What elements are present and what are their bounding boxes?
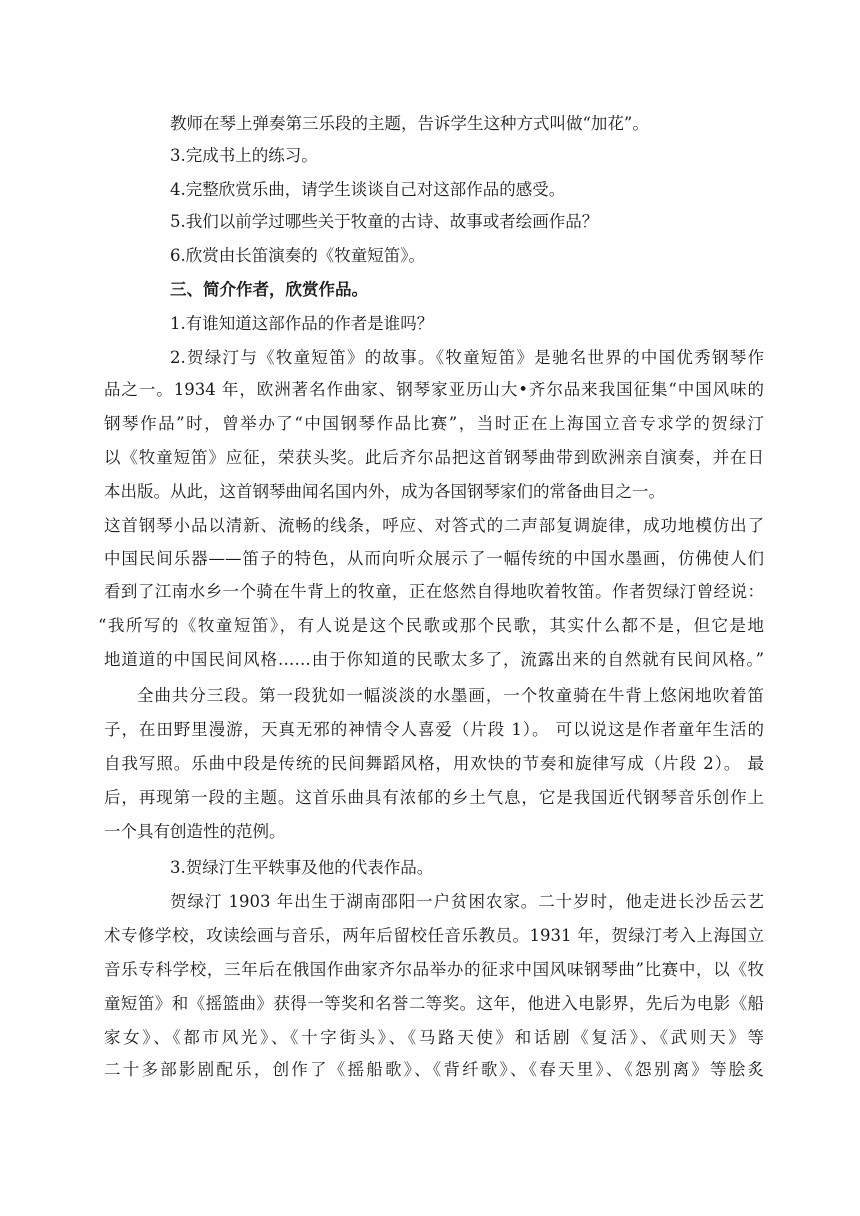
text-line-15: 看到了江南水乡一个骑在牛背上的牧童，正在悠然自得地吹着牧笛。作者贺绿汀曾经说：: [104, 582, 764, 601]
text-line-26: 音乐专科学校，三年后在俄国作曲家齐尔品举办的征求中国风味钢琴曲”比赛中，以《牧: [104, 960, 764, 979]
text-line-16: “我所写的《牧童短笛》，有人说是这个民歌或那个民歌，其实什么都不是，但它是地: [98, 616, 764, 635]
text-line-10: 钢琴作品”时，曾举办了“中国钢琴作品比赛”，当时正在上海国立音专求学的贺绿汀: [104, 414, 764, 433]
text-line-18: 全曲共分三段。第一段犹如一幅淡淡的水墨画，一个牧童骑在牛背上悠闲地吹着笛: [137, 686, 764, 705]
text-line-3: 4.完整欣赏乐曲，请学生谈谈自己对这部作品的感受。: [170, 180, 566, 199]
text-line-23: 3.贺绿汀生平轶事及他的代表作品。: [170, 858, 434, 877]
text-line-29: 二十多部影剧配乐，创作了《摇船歌》、《背纤歌》、《春天里》、《怨别离》等脍炙: [104, 1060, 764, 1079]
text-line-4: 5.我们以前学过哪些关于牧童的古诗、故事或者绘画作品？: [170, 212, 599, 231]
text-line-1: 教师在琴上弹奏第三乐段的主题，告诉学生这种方式叫做“加花”。: [170, 114, 649, 133]
text-line-27: 童短笛》和《摇篮曲》获得一等奖和名誉二等奖。这年，他进入电影界，先后为电影《船: [104, 994, 764, 1013]
text-line-7: 1.有谁知道这部作品的作者是谁吗？: [170, 314, 434, 333]
text-line-9: 品之一。1934 年，欧洲著名作曲家、钢琴家亚历山大•齐尔品来我国征集“中国风味的: [104, 380, 764, 399]
text-line-28: 家女》、《都市风光》、《十字街头》、《马路天使》和话剧《复活》、《武则天》等: [104, 1028, 764, 1047]
text-line-19: 子，在田野里漫游，天真无邪的神情令人喜爱（片段 1）。 可以说这是作者童年生活的: [104, 720, 764, 739]
text-line-11: 以《牧童短笛》应征，荣获头奖。此后齐尔品把这首钢琴曲带到欧洲亲自演奏，并在日: [104, 448, 764, 467]
text-line-22: 一个具有创造性的范例。: [104, 822, 286, 841]
text-line-12: 本出版。从此，这首钢琴曲闻名国内外，成为各国钢琴家们的常备曲目之一。: [104, 482, 665, 501]
section-heading: 三、简介作者，欣赏作品。: [170, 280, 368, 299]
text-line-13: 这首钢琴小品以清新、流畅的线条，呼应、对答式的二声部复调旋律，成功地模仿出了: [104, 516, 764, 535]
text-line-8: 2.贺绿汀与《牧童短笛》的故事。《牧童短笛》是驰名世界的中国优秀钢琴作: [170, 348, 764, 367]
text-line-5: 6.欣赏由长笛演奏的《牧童短笛》。: [170, 246, 425, 265]
text-line-14: 中国民间乐器——笛子的特色，从而向听众展示了一幅传统的中国水墨画，仿佛使人们: [104, 549, 764, 568]
text-line-24: 贺绿汀 1903 年出生于湖南邵阳一户贫困农家。二十岁时，他走进长沙岳云艺: [170, 892, 764, 911]
text-line-17: 地道道的中国民间风格……由于你知道的民歌太多了，流露出来的自然就有民间风格。”: [104, 650, 764, 669]
text-line-2: 3.完成书上的练习。: [170, 146, 318, 165]
text-line-20: 自我写照。乐曲中段是传统的民间舞蹈风格，用欢快的节奏和旋律写成（片段 2）。 最: [104, 754, 764, 773]
text-line-25: 术专修学校，攻读绘画与音乐，两年后留校任音乐教员。1931 年，贺绿汀考入上海国立: [104, 926, 764, 945]
text-line-21: 后，再现第一段的主题。这首乐曲具有浓郁的乡土气息，它是我国近代钢琴音乐创作上: [104, 788, 764, 807]
